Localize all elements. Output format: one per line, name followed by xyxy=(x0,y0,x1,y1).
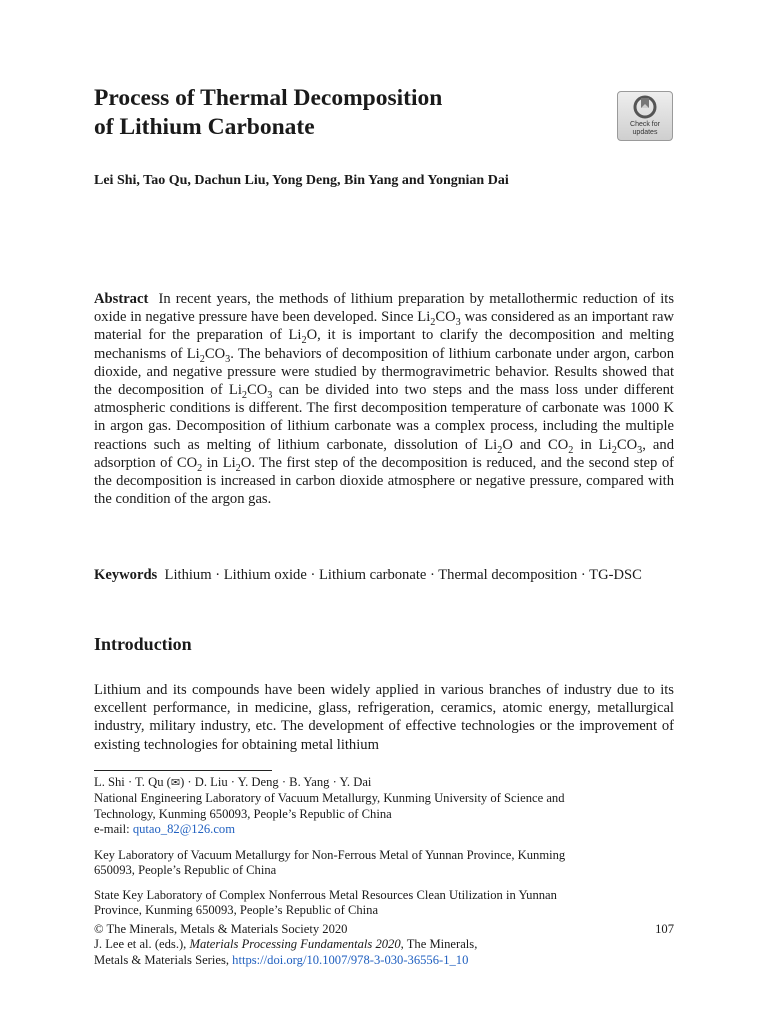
footnote-divider xyxy=(94,770,272,771)
keywords xyxy=(94,566,674,584)
keywords-label: Keywords xyxy=(94,567,158,583)
email-link[interactable]: qutao_82@126.com xyxy=(132,821,236,836)
affiliation-2: Key Laboratory of Vacuum Metallurgy for Non-Ferrous Metal of Yunnan Province, Kunming 650093, People’s Republic of China xyxy=(94,848,566,878)
book-title: Materials Processing Fundamentals 2020 xyxy=(189,937,401,952)
check-for-updates-label: Check for updates xyxy=(630,121,660,136)
copyright-block xyxy=(94,922,674,968)
title-line-1: Process of Thermal Decomposition xyxy=(94,85,443,111)
abstract-text: In recent years, the methods of lithium preparation by metallothermic reduction of its oxide in negative pressure have been developed. Since $Li_2CO_3$ was considered as an important raw material for the preparation of $Li_2O$, it is important to clarify the decomposition and melting mechanisms of $Li_2CO_3$. The behaviors of decomposition of lithium carbonate under argon, carbon dioxide, and negative pressure were studied by thermogravimetric behavior. Results showed that the decomposition of $Li_2CO_3$ can be divided into two steps and the mass loss under different atmospheric conditions is different. The first decomposition temperature of carbonate was 1000 K in argon gas. Decomposition of lithium carbonate was a complex process, including the multiple reactions such as melting of lithium carbonate, dissolution of $Li_2O$ and $CO_2$ in $Li_2CO_3$, and adsorption of $CO_2$ in $Li_2O$. The first step of the decomposition is reduced, and the second step of the decomposition is increased in carbon dioxide atmosphere or negative pressure, compared with the condition of the argon gas. xyxy=(94,291,675,508)
email-line: e-mail: qutao_82@126.com xyxy=(94,821,236,836)
introduction-text: Lithium and its compounds have been widely applied in various branches of industry due to its excellent performance, in medicine, glass, refrigeration, ceramics, atomic energy, metallurgical industry, military industry, etc. The development of effective technologies or the improvement of existing technologies for obtaining metal lithium xyxy=(94,682,674,753)
author-list: Lei Shi, Tao Qu, Dachun Liu, Yong Deng, Bin Yang and Yongnian Dai xyxy=(94,173,509,188)
abstract-label: Abstract xyxy=(94,291,149,307)
envelope-icon: ✉ xyxy=(170,777,181,789)
copyright-line: © The Minerals, Metals & Materials Society 2020 xyxy=(94,922,348,936)
doi-link[interactable]: https://doi.org/10.1007/978-3-030-36556-1_10 xyxy=(232,952,469,967)
check-for-updates-button[interactable] xyxy=(617,91,673,141)
affiliation-1-line-2: Technology, Kunming 650093, People’s Republic of China xyxy=(94,806,392,821)
crossmark-icon xyxy=(630,95,660,121)
section-heading-introduction: Introduction xyxy=(94,634,192,654)
title-line-2: of Lithium Carbonate xyxy=(94,114,315,140)
footnote-authors xyxy=(94,775,674,837)
affiliation-1-line-1: National Engineering Laboratory of Vacuum Metallurgy, Kunming University of Science and xyxy=(94,791,565,806)
keywords-text: Lithium · Lithium oxide · Lithium carbonate · Thermal decomposition · TG-DSC xyxy=(164,567,642,583)
footnote-author-line: L. Shi · T. Qu (✉) · D. Liu · Y. Deng · B. Yang · Y. Dai xyxy=(94,775,372,789)
affiliation-3: State Key Laboratory of Complex Nonferrous Metal Resources Clean Utilization in Yunnan Province, Kunming 650093, People’s Republic of China xyxy=(94,888,557,918)
citation-line: J. Lee et al. (eds.), Materials Processing Fundamentals 2020, The Minerals, xyxy=(94,937,478,952)
abstract xyxy=(94,290,674,508)
page-number: 107 xyxy=(655,922,674,936)
series-line: Metals & Materials Series, https://doi.org/10.1007/978-3-030-36556-1_10 xyxy=(94,952,469,967)
paper-title xyxy=(94,84,564,142)
